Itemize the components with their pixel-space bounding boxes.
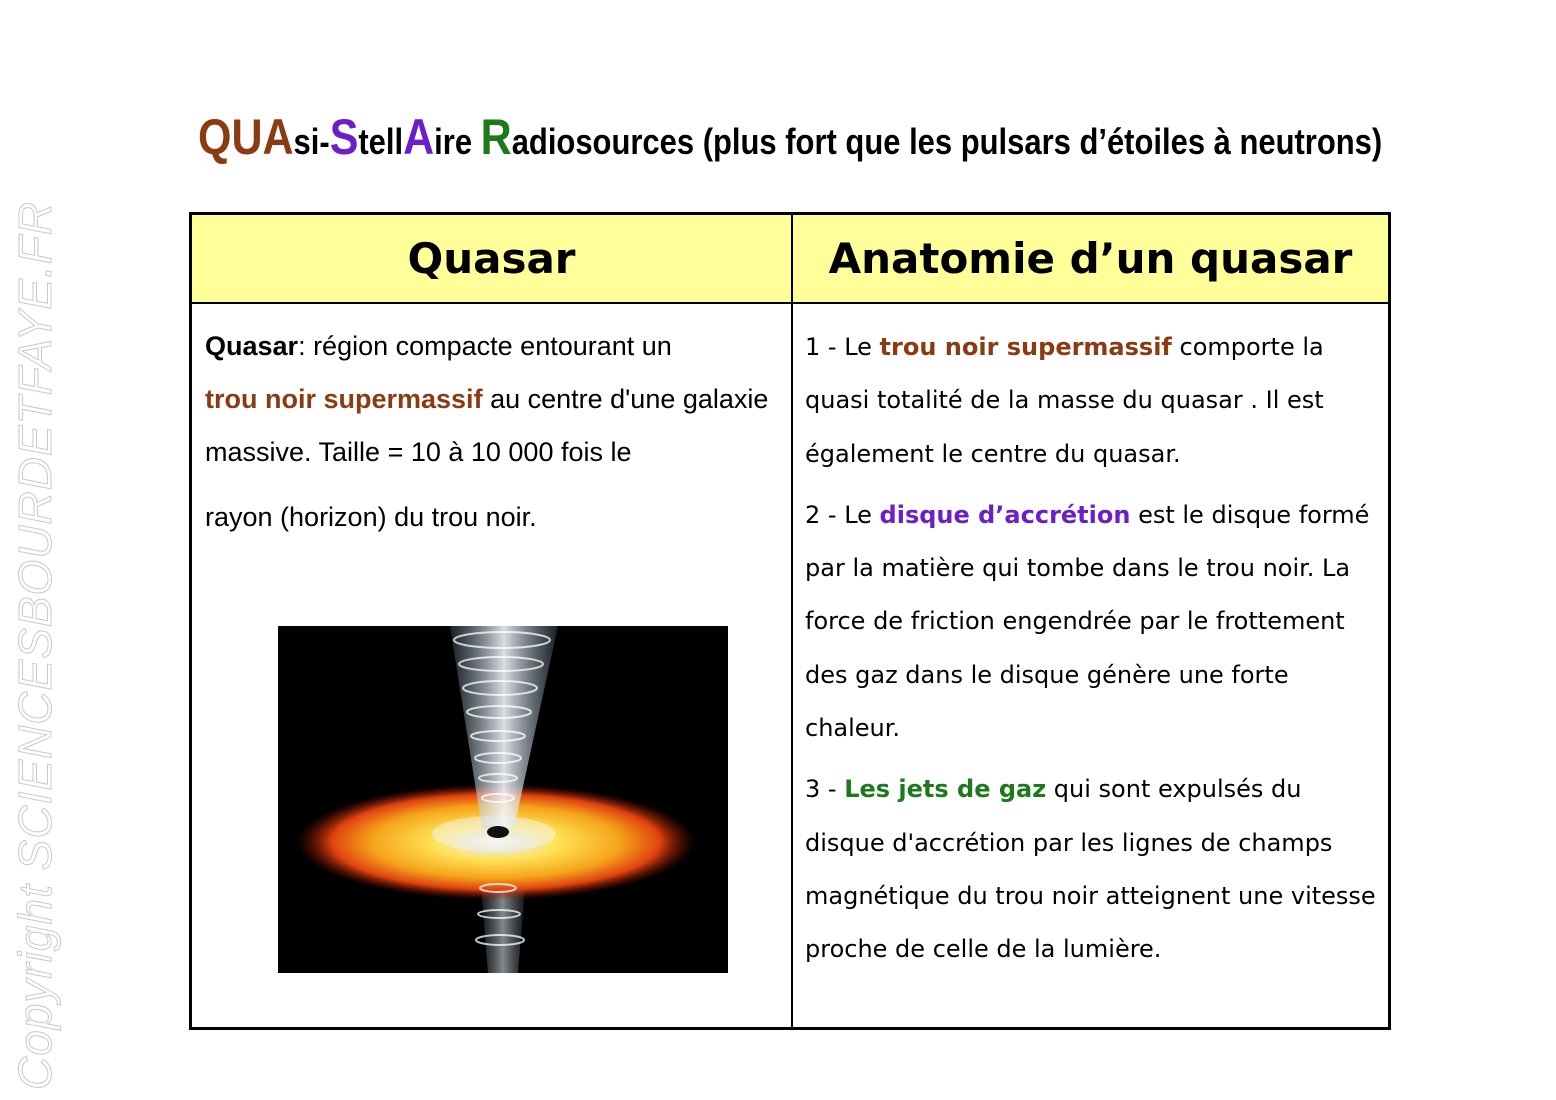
anatomy-point-1 [805, 321, 1385, 481]
title-part: S [329, 109, 359, 165]
definition-text: rayon (horizon) du trou noir. [205, 502, 537, 532]
point-text: est le disque formé par la matière qui tombe dans le trou noir. La force de friction engendrée par le frottement des gaz dans le disque génère une forte chaleur. [805, 500, 1370, 743]
title-part: ire [434, 121, 481, 162]
header-anatomy: Anatomie d’un quasar [793, 215, 1388, 304]
quasar-table [189, 212, 1391, 1030]
anatomy-point-2 [805, 489, 1385, 755]
copyright-watermark: Copyright SCIENCESBOURDETFAYE.FR [9, 200, 61, 1090]
key-accretion-disk: disque d’accrétion [879, 500, 1131, 529]
point-text: comporte la quasi totalité de la masse du quasar . Il est également le centre du quasar. [805, 333, 1324, 468]
point-prefix: 3 - [805, 775, 845, 804]
anatomy-point-3 [805, 763, 1385, 976]
page-title [198, 108, 1382, 166]
point-prefix: 1 - Le [805, 333, 880, 361]
quasar-illustration [278, 626, 728, 973]
point-text: qui sont expulsés du disque d'accrétion par les lignes de champs magnétique du trou noir atteignent une vitesse proche de celle de la lumière. [805, 775, 1376, 964]
definition-text: : région compacte entourant un [298, 331, 672, 361]
title-part: si- [293, 121, 330, 162]
title-part: tell [358, 121, 404, 162]
quasar-illustration-svg [278, 626, 728, 973]
quasar-definition [205, 320, 785, 544]
header-quasar: Quasar [192, 215, 791, 304]
anatomy-description [805, 321, 1385, 985]
key-gas-jets: Les jets de gaz [844, 775, 1047, 804]
title-part: QUA [198, 109, 294, 165]
column-divider [791, 215, 793, 1027]
definition-text: au centre d'une galaxie massive. Taille = 10 à 10 000 fois le [205, 384, 769, 467]
title-part: A [403, 109, 435, 165]
title-part: adiosources (plus fort que les pulsars d’étoiles à neutrons) [511, 121, 1383, 162]
definition-term: Quasar [205, 331, 299, 361]
title-part: R [480, 109, 512, 165]
point-prefix: 2 - Le [805, 500, 880, 529]
highlight-black-hole: trou noir supermassif [205, 384, 483, 414]
key-black-hole: trou noir supermassif [879, 333, 1172, 361]
